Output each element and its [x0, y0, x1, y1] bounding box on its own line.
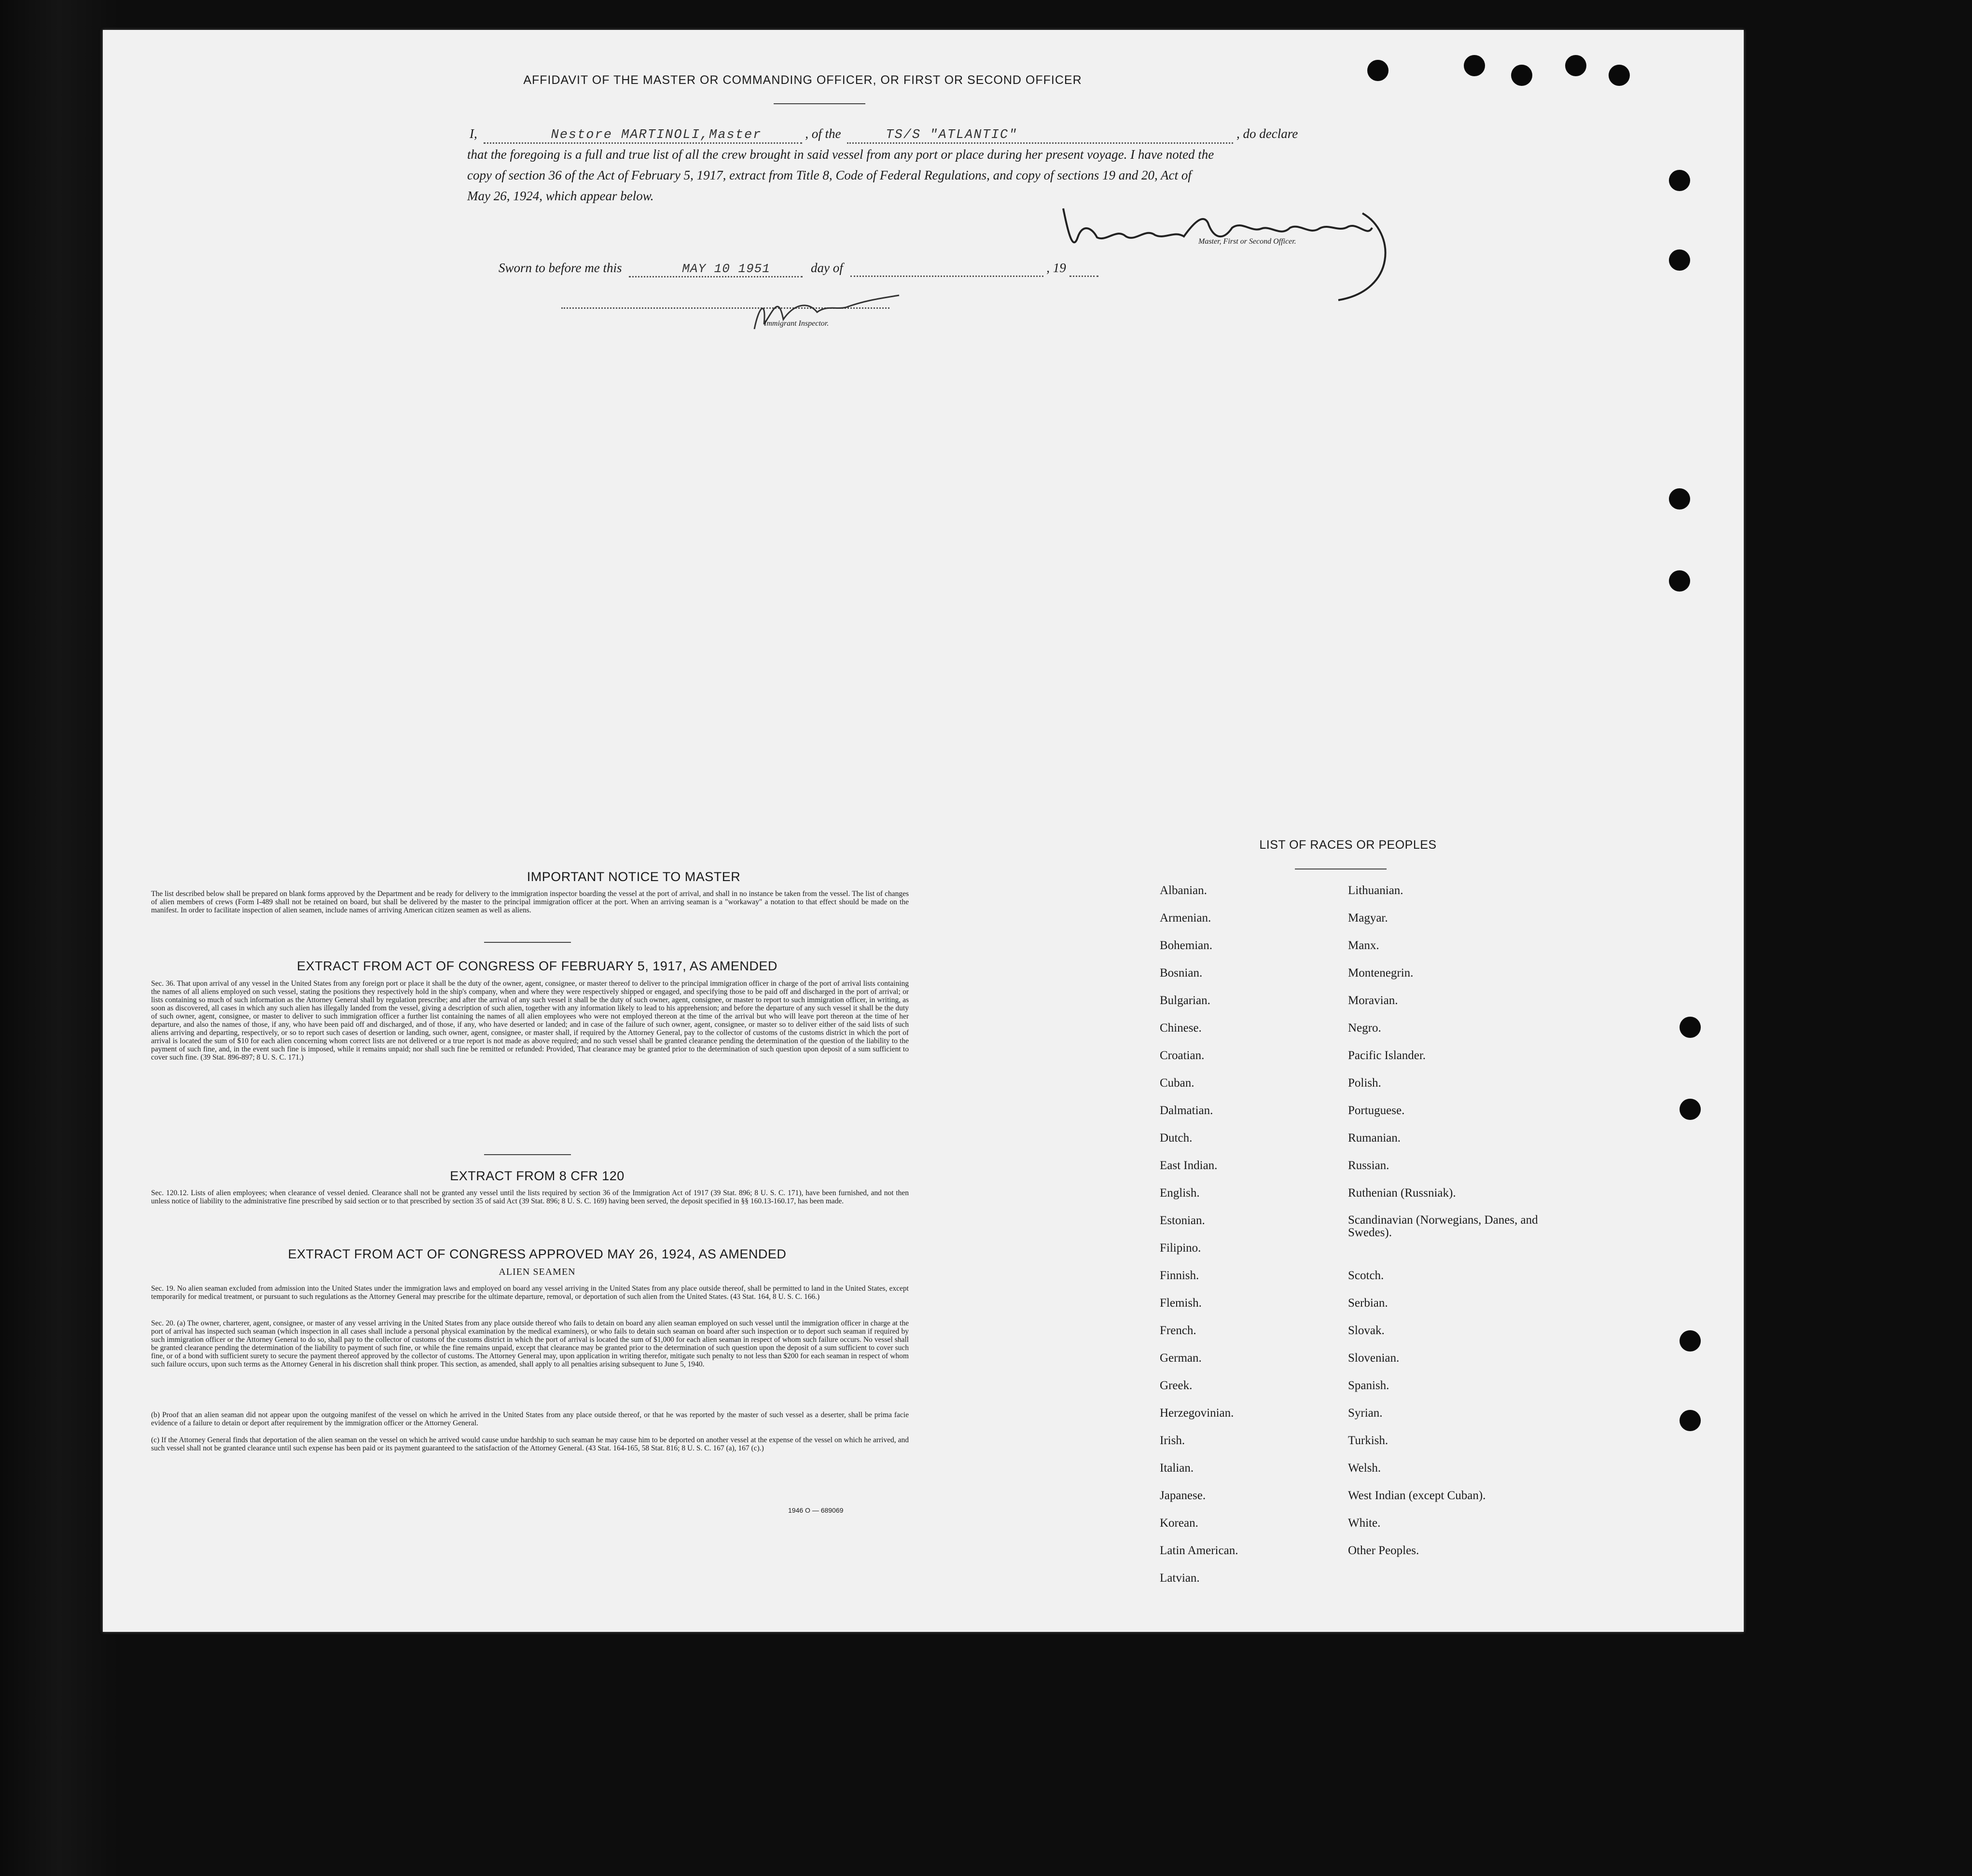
race-item: Serbian. [1348, 1297, 1388, 1310]
race-item: Filipino. [1160, 1241, 1201, 1255]
race-item: Manx. [1348, 939, 1379, 952]
race-item: Turkish. [1348, 1434, 1389, 1447]
race-item: Italian. [1160, 1462, 1194, 1475]
race-item: White. [1348, 1517, 1381, 1530]
race-item: Other Peoples. [1348, 1544, 1419, 1557]
signer-caption: Master, First or Second Officer. [1198, 237, 1296, 246]
title-underline [774, 103, 865, 104]
race-item: Montenegrin. [1348, 966, 1414, 979]
race-item [1348, 1241, 1551, 1269]
printer-imprint: 1946 O — 689069 [788, 1506, 844, 1514]
race-item: Spanish. [1348, 1379, 1389, 1392]
races-title: LIST OF RACES OR PEOPLES [1259, 838, 1437, 852]
extract-cfr-text: Sec. 120.12. Lists of alien employees; when clearance of vessel denied. Clearance shall not be granted any vessel until the lists required by section 36 of the Immigration Act of 1917 (39 Stat. 896; 8 U. S. C. 171), have been furnished, and not then unless notice of liability to the administrative fine prescribed by said section or to that prescribed by section 35 of said Act (39 Stat. 896; 8 U. S. C. 169) having been served, the deposit specified in §§ 160.13-160.17, has been made. [151, 1189, 909, 1205]
races-column-1 [1160, 884, 1333, 1599]
race-item: German. [1160, 1352, 1202, 1365]
punch-hole [1669, 249, 1690, 271]
race-item: Croatian. [1160, 1049, 1205, 1062]
race-item: Ruthenian (Russniak). [1348, 1186, 1456, 1200]
punch-hole [1464, 55, 1485, 76]
race-item: Chinese. [1160, 1021, 1202, 1035]
punch-hole [1669, 570, 1690, 592]
race-item [1348, 1572, 1551, 1599]
punch-hole [1680, 1330, 1701, 1352]
vessel-field [847, 126, 1233, 144]
race-item: Japanese. [1160, 1489, 1206, 1502]
i-label: I, [470, 126, 477, 141]
date-stamp: MAY 10 1951 [682, 262, 770, 276]
extract-cfr-title: EXTRACT FROM 8 CFR 120 [450, 1169, 625, 1183]
race-item: Lithuanian. [1348, 884, 1403, 897]
extract-1924-title: EXTRACT FROM ACT OF CONGRESS APPROVED MAY 26, 1924, AS AMENDED [288, 1247, 787, 1261]
race-item: Armenian. [1160, 911, 1211, 924]
punch-hole [1367, 60, 1389, 81]
race-item: Estonian. [1160, 1214, 1205, 1227]
vessel-name: TS/S "ATLANTIC" [886, 128, 1018, 142]
race-item: Bulgarian. [1160, 994, 1210, 1007]
races-column-2 [1348, 884, 1551, 1599]
race-item: Bohemian. [1160, 939, 1213, 952]
do-declare-label: , do declare [1236, 126, 1298, 141]
race-item: Portuguese. [1348, 1104, 1405, 1117]
race-item: Cuban. [1160, 1076, 1194, 1090]
race-item: Syrian. [1348, 1407, 1383, 1420]
declaration-line4: May 26, 1924, which appear below. [467, 189, 654, 203]
race-item: Finnish. [1160, 1269, 1199, 1282]
of-the-label: , of the [805, 126, 841, 141]
punch-hole [1511, 65, 1532, 86]
punch-hole [1680, 1410, 1701, 1431]
punch-hole [1680, 1017, 1701, 1038]
declaration-line2: that the foregoing is a full and true list of all the crew brought in said vessel from any port or place during her present voyage. I have noted the [467, 147, 1214, 162]
sworn-prefix: Sworn to before me this [499, 261, 622, 275]
race-item: Irish. [1160, 1434, 1185, 1447]
race-item: Bosnian. [1160, 966, 1203, 979]
sec20b-text: (b) Proof that an alien seaman did not appear upon the outgoing manifest of the vessel on which he arrived in the United States from any place outside thereof, or that he was reported by the master of such vessel as a deserter, shall be prima facie evidence of a failure to detain or deport after requirement by the immigration officer or the Attorney General. [151, 1411, 909, 1427]
sworn-date-field [629, 261, 803, 277]
extract-1924-subtitle: ALIEN SEAMEN [499, 1267, 576, 1277]
section-divider [484, 1154, 571, 1155]
race-item: Rumanian. [1348, 1131, 1401, 1145]
notice-title: IMPORTANT NOTICE TO MASTER [527, 869, 741, 884]
race-item: Moravian. [1348, 994, 1398, 1007]
punch-hole [1669, 170, 1690, 191]
document-page [103, 30, 1744, 1632]
section-divider [484, 942, 571, 943]
race-item: Negro. [1348, 1021, 1381, 1035]
race-item: Dutch. [1160, 1131, 1193, 1145]
master-signature [1049, 194, 1396, 305]
sec20c-text: (c) If the Attorney General finds that deportation of the alien seaman on the vessel on which he arrived would cause undue hardship to such seaman he may cause him to be deported on another vessel at the expense of the vessel on which he arrived, and such vessel shall not be granted clearance until such expense has been paid or its payment guaranteed to the satisfaction of the Attorney General. (43 Stat. 164-165, 58 Stat. 816; 8 U. S. C. 167 (a), 167 (c).) [151, 1436, 909, 1452]
race-item: Scandinavian (Norwegians, Danes, and Swedes). [1348, 1214, 1538, 1239]
sworn-line [499, 261, 1271, 277]
punch-hole [1565, 55, 1586, 76]
race-item: Slovak. [1348, 1324, 1385, 1337]
sec20a-text: Sec. 20. (a) The owner, charterer, agent, consignee, or master of any vessel arriving in the United States from any place outside thereof who fails to detain on board any alien seaman employed on such vessel until the immigration officer in charge at the port of arrival has inspected such seaman (which inspection in all cases shall include a personal physical examination by the medical examiners), or who fails to detain such seaman on board after such inspection or to deport such seaman if required by such immigration officer or the Attorney General to do so, shall pay to the collector of customs of the customs district in which the port of arrival is located the sum of $1,000 for each alien seaman in respect of whom such failure occurs. No vessel shall be granted clearance pending the determination of the liability to payment of such fine, or while the fine remains unpaid, except that clearance may be granted prior to the determination of such question upon the deposit of a sum sufficient to cover such fine, or of a bond with sufficient surety to secure the payment thereof approved by the collector of customs. The Attorney General may, upon application in writing therefor, mitigate such penalty to not less than $200 for each seaman in respect of whom such failure occurs, upon such terms as the Attorney General in his discretion shall think proper. This section, as amended, shall apply to all penalties arising subsequent to June 5, 1940. [151, 1319, 909, 1368]
punch-hole [1669, 488, 1690, 510]
declaration-line3: copy of section 36 of the Act of February 5, 1917, extract from Title 8, Code of Federal Regulations, and copy of sections 19 and 20, Act of [467, 168, 1192, 182]
race-item: Scotch. [1348, 1269, 1384, 1282]
race-item: Korean. [1160, 1517, 1198, 1530]
extract-1917-text: Sec. 36. That upon arrival of any vessel in the United States from any foreign port or place it shall be the duty of the owner, agent, consignee, or master thereof to deliver to the principal immigration officer in charge of the port of arrival lists containing the names of all aliens employed on such vessel, stating the positions they respectively hold in the ship's company, when and where they were respectively shipped or engaged, and specifying those to be paid off and discharged in the port of arrival; or lists containing so much of such information as the Attorney General shall by regulation prescribe; and after the arrival of any such vessel it shall be the duty of such owner, agent, consignee, or master to report to such immigration officer, in writing, as soon as discovered, all cases in which any such alien has illegally landed from the vessel, giving a description of such alien, together with any information likely to lead to his apprehension; and before the departure of any such vessel it shall be the duty of such owner, agent, consignee, or master to deliver to such immigration officer a further list containing the names of all alien employees who were not employed thereon at the time of the arrival but who will leave port thereon at the time of her departure, and also the names of those, if any, who have been paid off and discharged, and of those, if any, who have deserted or landed; and in case of the failure of such owner, agent, consignee, or master so to deliver either of the said lists of such aliens arriving and departing, respectively, or so to report such cases of desertion or landing, such owner, agent, consignee, or master shall, if required by the Attorney General, pay to the collector of customs of the customs district in which the port of arrival is located the sum of $10 for each alien concerning whom correct lists are not delivered or a true report is not made as above required; and no such vessel shall be granted clearance pending the determination of the question of the liability to the payment of such fine, and, in the event such fine is imposed, while it remains unpaid; nor shall such fine be remitted or refunded: Provided, That clearance may be granted prior to the determination of such question upon deposit of a sum sufficient to cover such fine. (39 Stat. 896-897; 8 U. S. C. 171.) [151, 979, 909, 1062]
race-item: Flemish. [1160, 1297, 1202, 1310]
race-item: Welsh. [1348, 1462, 1381, 1475]
extract-1917-title: EXTRACT FROM ACT OF CONGRESS OF FEBRUARY 5, 1917, AS AMENDED [297, 959, 778, 973]
race-item: Slovenian. [1348, 1352, 1400, 1365]
punch-hole [1680, 1099, 1701, 1120]
affidavit-title: AFFIDAVIT OF THE MASTER OR COMMANDING OFFICER, OR FIRST OR SECOND OFFICER [523, 73, 1082, 87]
day-of-label: day of [811, 261, 843, 275]
race-item: Albanian. [1160, 884, 1207, 897]
punch-hole [1609, 65, 1630, 86]
race-item: Greek. [1160, 1379, 1193, 1392]
declaration-line1 [470, 126, 1531, 144]
race-item: Herzegovinian. [1160, 1407, 1234, 1420]
race-item: East Indian. [1160, 1159, 1218, 1172]
race-item: Latin American. [1160, 1544, 1238, 1557]
year-prefix: , 19 [1046, 261, 1066, 275]
notice-text: The list described below shall be prepared on blank forms approved by the Department and be ready for delivery to the immigration inspector boarding the vessel at the port of arrival, and shall in no instance be taken from the vessel. The list of changes of alien members of crews (Form I-489 shall not be retained on board, but shall be delivered by the master to the principal immigration officer at the port. When an arriving seaman is a "workaway" a notation to that effect should be made on the manifest. In order to facilitate inspection of alien seamen, include names of arriving American citizen seamen as well as aliens. [151, 890, 909, 914]
race-item: Magyar. [1348, 911, 1388, 924]
race-item: Pacific Islander. [1348, 1049, 1426, 1062]
race-item: West Indian (except Cuban). [1348, 1489, 1486, 1502]
race-item: Russian. [1348, 1159, 1389, 1172]
race-item: English. [1160, 1186, 1200, 1200]
inspector-signature [745, 286, 904, 344]
sec19-text: Sec. 19. No alien seaman excluded from admission into the United States under the immigration laws and employed on board any vessel arriving in the United States from any place outside thereof, shall be permitted to land in the United States, except temporarily for medical treatment, or pursuant to such regulations as the Attorney General may prescribe for the ultimate departure, removal, or deportation of such alien from the United States. (43 Stat. 164, 8 U. S. C. 166.) [151, 1284, 909, 1301]
month-field [850, 261, 1043, 277]
race-item: Dalmatian. [1160, 1104, 1213, 1117]
master-name: Nestore MARTINOLI,Master [551, 128, 762, 142]
year-field [1069, 261, 1098, 277]
race-item: Polish. [1348, 1076, 1381, 1090]
inspector-caption: Immigrant Inspector. [764, 319, 829, 328]
race-item: Latvian. [1160, 1572, 1200, 1585]
master-name-field [484, 126, 802, 144]
race-item: French. [1160, 1324, 1196, 1337]
